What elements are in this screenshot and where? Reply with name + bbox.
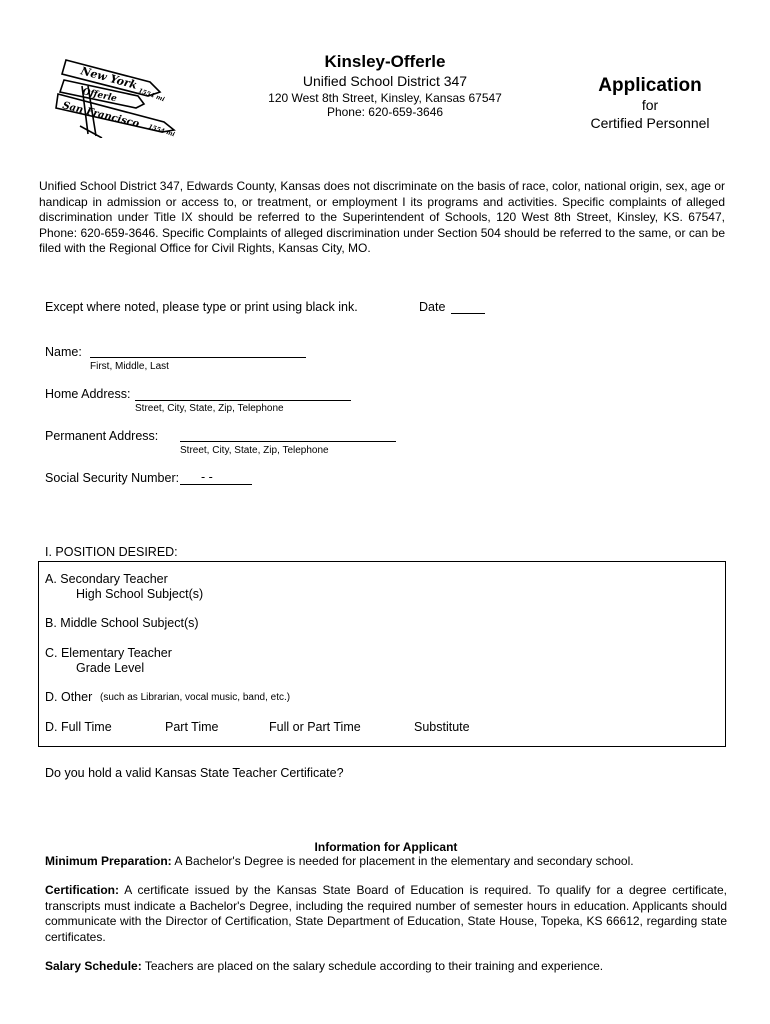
full-or-part-time-option[interactable]: Full or Part Time <box>269 720 361 734</box>
nondiscrimination-notice: Unified School District 347, Edwards County, Kansas does not discriminate on the basis of race, color, national origin, sex, age or handicap in admission or access to, or treatment, or employment I its programs and activities. Specific complaints of alleged discrimination under Title IX should be referred to the Superintendent of Schools, 120 West 8th Street, Kinsley, KS. 67547, Phone: 620-659-3646. Specific Complaints of alleged discrimination under Section 504 should be referred to the same, or can be filed with the Regional Office for Civil Rights, Kansas City, MO. <box>39 179 725 255</box>
minimum-preparation-label: Minimum Preparation: <box>45 854 172 868</box>
name-field[interactable] <box>90 357 306 358</box>
logo-sign-text: New York <box>79 64 139 92</box>
info-heading: Information for Applicant <box>314 840 458 854</box>
permanent-address-field[interactable] <box>180 441 396 442</box>
grade-level-label: Grade Level <box>76 661 145 675</box>
certificate-question: Do you hold a valid Kansas State Teacher Certificate? <box>45 766 344 780</box>
home-address-field[interactable] <box>135 400 351 401</box>
logo-mileage: 1554 mi <box>147 123 176 138</box>
logo-mileage: 1554 mi <box>137 87 166 104</box>
application-subtitle: Certified Personnel <box>590 115 710 131</box>
ssn-field[interactable] <box>180 484 252 485</box>
page-title: Kinsley-Offerle <box>324 52 446 71</box>
position-heading: I. POSITION DESIRED: <box>45 545 178 559</box>
permanent-address-label: Permanent Address: <box>45 429 159 443</box>
certification-paragraph <box>45 883 727 945</box>
application-title: Application <box>598 75 702 96</box>
street-sign-logo-icon <box>52 52 180 138</box>
ssn-mask: - - <box>201 470 213 484</box>
secondary-teacher-label: A. Secondary Teacher <box>45 572 168 586</box>
permanent-address-hint: Street, City, State, Zip, Telephone <box>180 445 329 456</box>
ssn-label: Social Security Number: <box>45 471 180 485</box>
name-label: Name: <box>45 345 82 359</box>
logo-sign-text: Offerle <box>81 87 118 105</box>
district-name: Unified School District 347 <box>302 73 468 89</box>
elementary-teacher-label: C. Elementary Teacher <box>45 646 172 660</box>
logo-sign-text: San Francisco <box>61 100 141 130</box>
salary-schedule-text: Teachers are placed on the salary schedule according to their training and experience. <box>141 959 604 973</box>
date-field[interactable] <box>451 313 485 314</box>
other-label: D. Other <box>45 690 93 704</box>
certification-label: Certification: <box>45 883 120 897</box>
other-note: (such as Librarian, vocal music, band, etc.) <box>100 692 291 703</box>
name-hint: First, Middle, Last <box>90 361 169 372</box>
district-address: 120 West 8th Street, Kinsley, Kansas 67547 <box>268 91 502 105</box>
date-label: Date <box>419 300 446 314</box>
salary-schedule-label: Salary Schedule: <box>45 959 142 973</box>
minimum-preparation-paragraph <box>45 854 727 870</box>
full-time-option[interactable]: D. Full Time <box>45 720 112 734</box>
part-time-option[interactable]: Part Time <box>165 720 219 734</box>
certification-text: A certificate issued by the Kansas State Board of Education is required. To qualify for a degree certificate, transcripts must indicate a Bachelor's Degree, including the required number of semester hours in education. Applicants should communicate with the Director of Certification, State Department of Education, State House, Topeka, KS 66612, regarding state certificates. <box>45 883 727 944</box>
home-address-hint: Street, City, State, Zip, Telephone <box>135 403 284 414</box>
substitute-option[interactable]: Substitute <box>414 720 470 734</box>
salary-schedule-paragraph <box>45 959 727 975</box>
district-phone: Phone: 620-659-3646 <box>326 105 444 119</box>
home-address-label: Home Address: <box>45 387 131 401</box>
form-instructions: Except where noted, please type or print using black ink. <box>45 300 358 314</box>
minimum-preparation-text: A Bachelor's Degree is needed for placement in the elementary and secondary school. <box>171 854 634 868</box>
middle-school-label: B. Middle School Subject(s) <box>45 616 199 630</box>
application-for: for <box>641 97 659 113</box>
high-school-subjects-label: High School Subject(s) <box>76 587 204 601</box>
